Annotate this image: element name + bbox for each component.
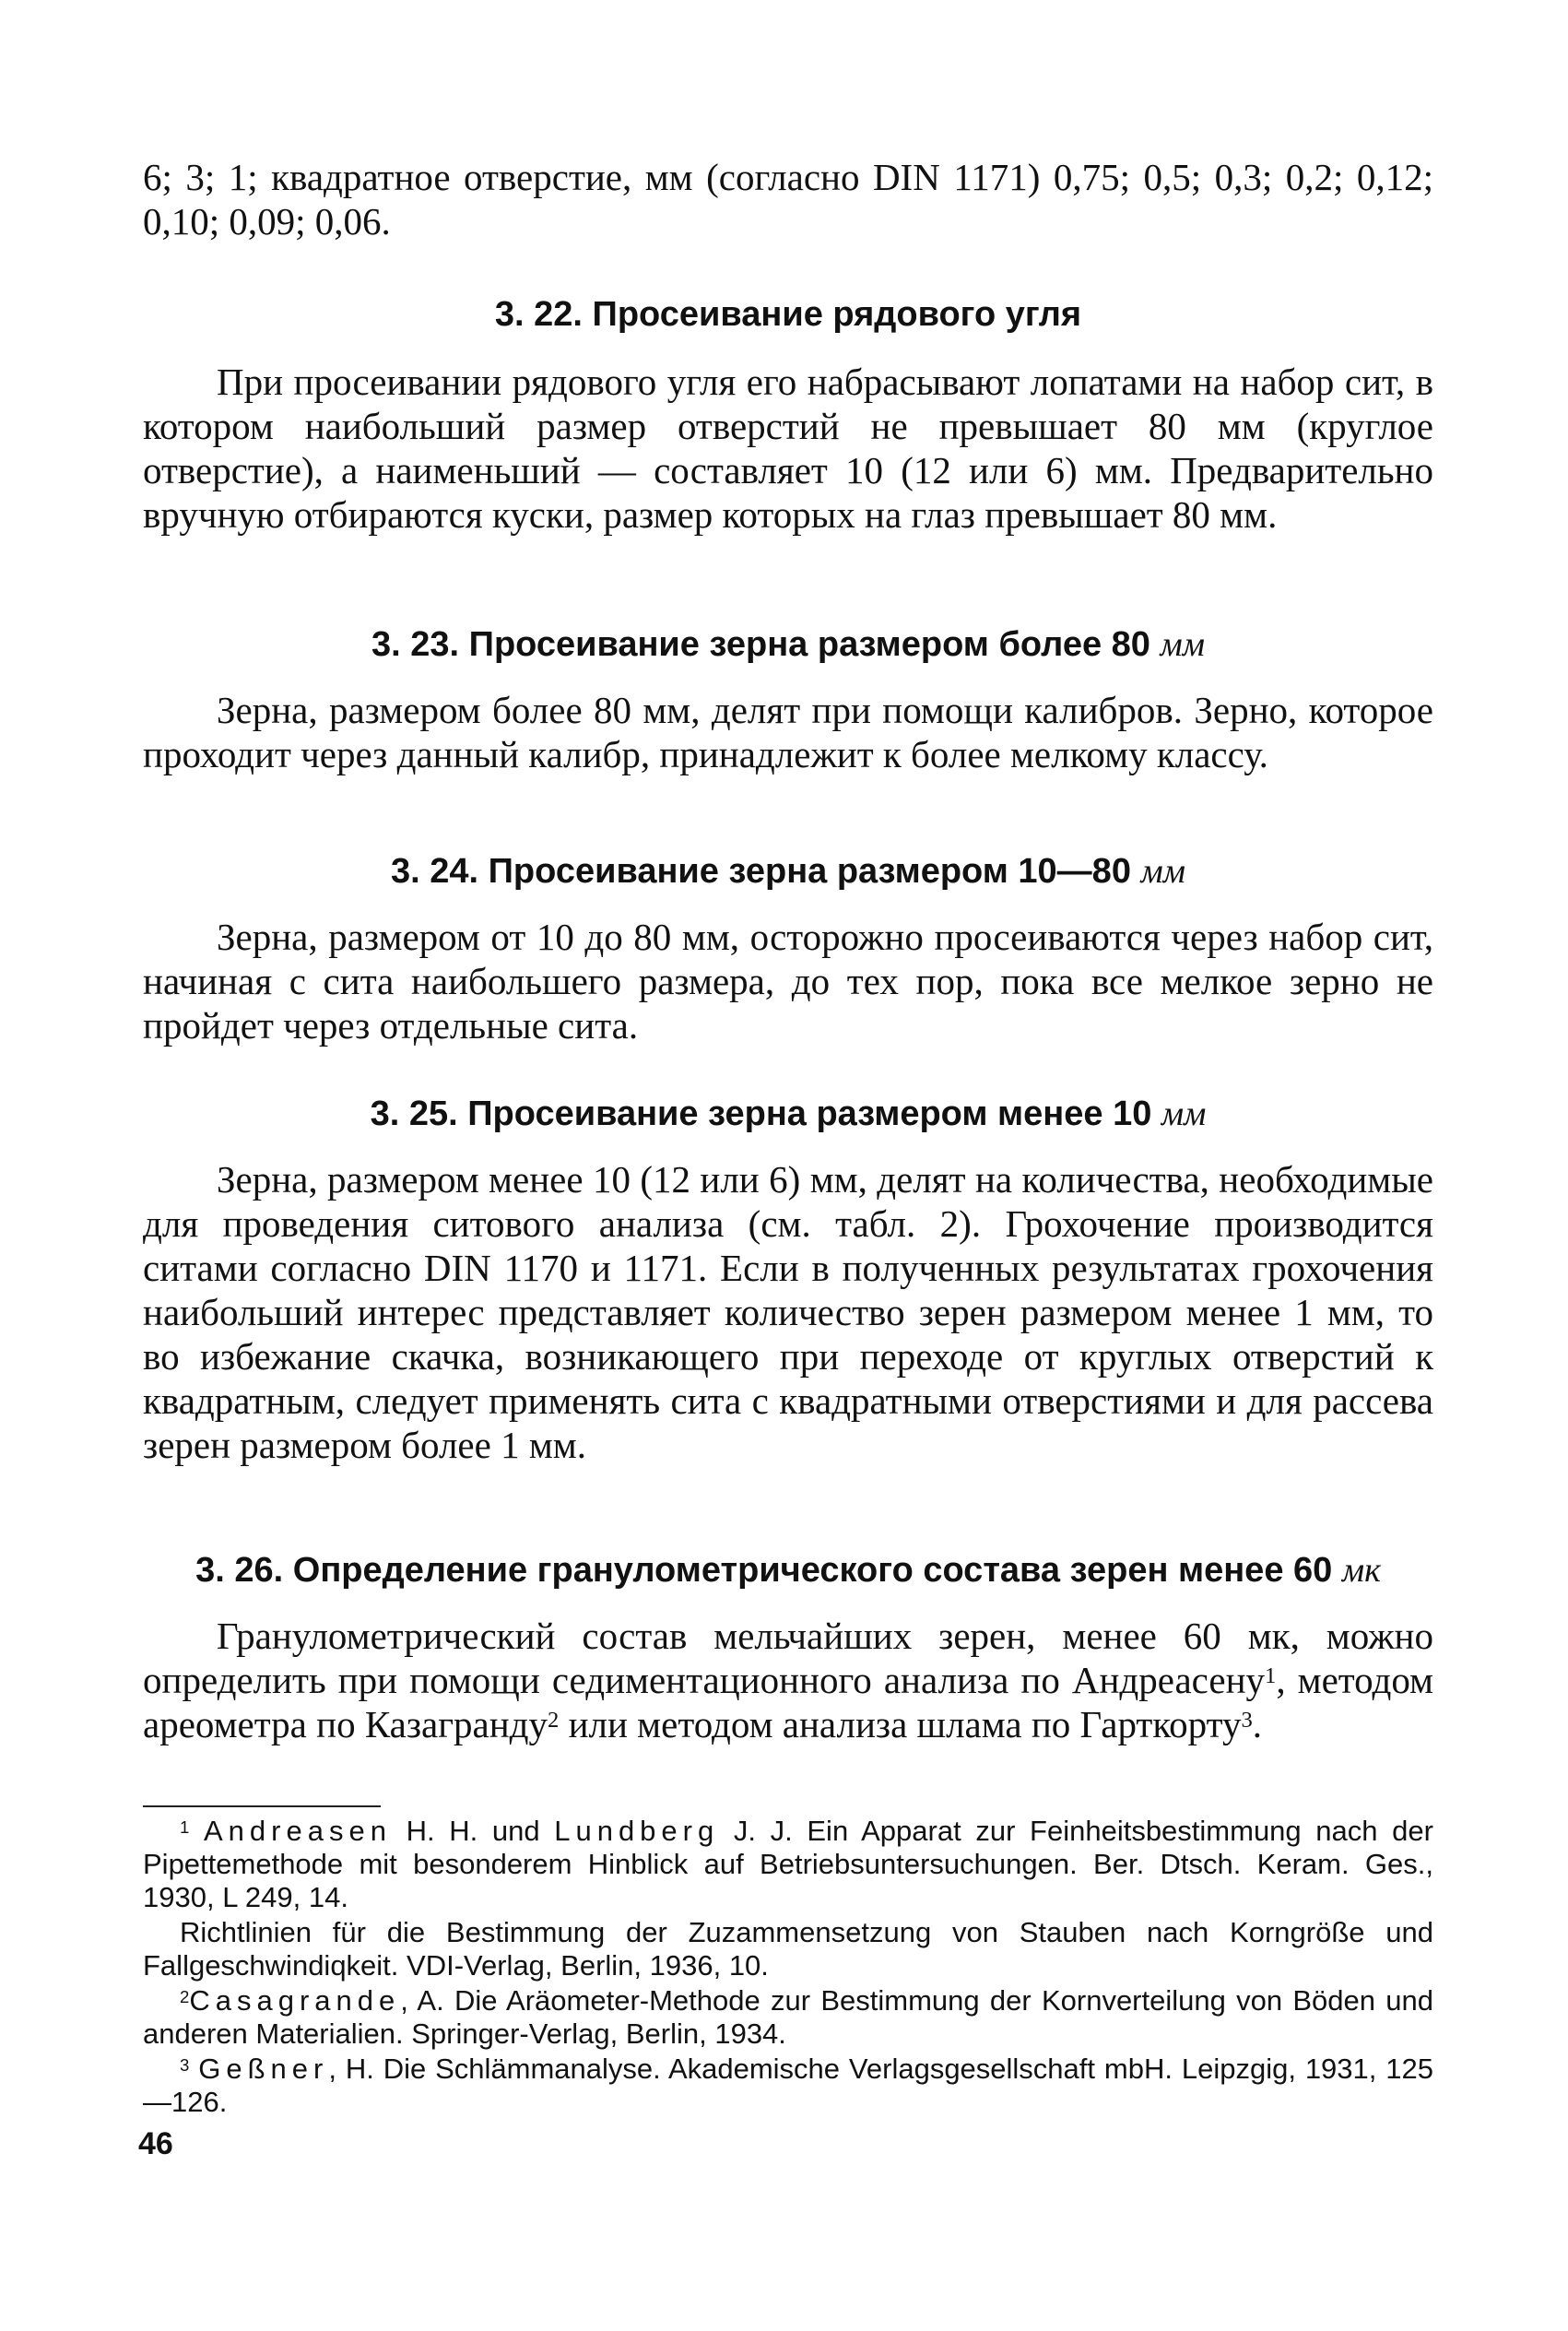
footnote-author: Geßner: [198, 2053, 329, 2085]
section-title: Просеивание зерна размером 10—80: [488, 852, 1131, 891]
footnote-ref[interactable]: 1: [1265, 1663, 1277, 1688]
page-number: 46: [138, 2126, 173, 2161]
section-title-unit: мм: [1161, 1095, 1207, 1133]
footnote-3: [143, 2053, 1433, 2119]
footnote-author: Lundberg: [554, 1815, 720, 1847]
section-number: 3. 22.: [494, 295, 583, 334]
footnote-marker: 1: [180, 1817, 190, 1837]
footnote-text: , H. Die Schlämmanalyse. Akademische Verlagsgesellschaft mbH. Leipzgig, 1931, 125—126.: [143, 2053, 1433, 2118]
section-number: 3. 25.: [370, 1095, 458, 1133]
footnote-text: J. J. Ein Apparat zur Feinheitsbestimmung nach der Pipettemethode mit besonderem Hinblick auf Betriebsuntersuchungen. Ber. Dtsch. Keram. Ges., 1930, L 249, 14.: [143, 1815, 1433, 1913]
footnote-ref[interactable]: 2: [548, 1708, 560, 1733]
section-heading: [143, 623, 1433, 666]
section-3-23: [143, 623, 1433, 776]
section-title: Просеивание зерна размером более 80: [468, 625, 1150, 664]
footnote-author: Casagrande: [189, 1984, 401, 2017]
section-title: Определение гранулометрического состава зерен менее 60: [292, 1551, 1333, 1590]
section-number: 3. 24.: [390, 852, 479, 891]
section-heading: [143, 293, 1433, 336]
footnote-ref[interactable]: 3: [1241, 1708, 1253, 1733]
intro-paragraph: 6; 3; 1; квадратное отверстие, мм (согласно DIN 1171) 0,75; 0,5; 0,3; 0,2; 0,12; 0,10; 0,09; 0,06.: [143, 156, 1433, 243]
footnote-marker: 3: [180, 2055, 190, 2075]
body-part: Гранулометрический состав мельчайших зерен, менее 60 мк, можно определить при помощи седиментационного анализа по Андреасену: [143, 1615, 1433, 1701]
intro-block: [143, 155, 1433, 243]
footnote-divider: [143, 1805, 381, 1807]
section-title-unit: мм: [1140, 852, 1186, 891]
section-number: 3. 23.: [371, 625, 460, 664]
section-3-25: [143, 1093, 1433, 1467]
footnote-2: [143, 1984, 1433, 2051]
section-title: Просеивание рядового угля: [592, 295, 1082, 334]
footnote-text: , A. Die Aräometer-Methode zur Bestimmung der Kornverteilung von Böden und anderen Materialien. Springer-Verlag, Berlin, 1934.: [143, 1984, 1433, 2050]
footnote-author: Andreasen: [203, 1815, 392, 1847]
section-body: Зерна, размером менее 10 (12 или 6) мм, делят на количества, необходимые для проведения ситового анализа (см. табл. 2). Грохочение производится ситами согласно DIN 1170 и 1171. Если в полученных результатах грохочения наибольший интерес представляет количество зерен размером менее 1 мм, то во избежание скачка, возникающего при переходе от круглых отверстий к квадратным, следует применять сита с квадратными отверстиями и для рассева зерен размером более 1 мм.: [143, 1158, 1433, 1466]
body-part: , методом ареометра по Казагранду: [143, 1659, 1433, 1745]
section-3-22: [143, 293, 1433, 537]
section-body: При просеивании рядового угля его набрасывают лопатами на набор сит, в котором наибольший размер отверстий не превышает 80 мм (круглое отверстие), а наименьший — составляет 10 (12 или 6) мм. Предварительно вручную отбираются куски, размер которых на глаз превышает 80 мм.: [143, 361, 1433, 536]
section-heading: [143, 850, 1433, 893]
section-body: [143, 1614, 1433, 1746]
section-body: Зерна, размером от 10 до 80 мм, осторожно просеиваются через набор сит, начиная с сита наибольшего размера, до тех пор, пока все мелкое зерно не пройдет через отдельные сита.: [143, 916, 1433, 1047]
body-part: .: [1252, 1703, 1263, 1745]
section-title: Просеивание зерна размером менее 10: [467, 1095, 1152, 1133]
footnote-marker: 2: [180, 1987, 190, 2006]
footnotes: [143, 1815, 1433, 2119]
section-number: 3. 26.: [195, 1551, 284, 1590]
section-heading: [143, 1093, 1433, 1135]
section-title-unit: мк: [1341, 1551, 1381, 1590]
section-3-24: [143, 850, 1433, 1047]
footnote-text: H. H. und: [391, 1815, 555, 1847]
section-heading: [143, 1549, 1433, 1591]
section-body: Зерна, размером более 80 мм, делят при помощи калибров. Зерно, которое проходит через данный калибр, принадлежит к более мелкому классу.: [143, 689, 1433, 775]
section-title-unit: мм: [1160, 625, 1205, 664]
footnote-1b: [143, 1916, 1433, 1982]
footnote-1: [143, 1815, 1433, 1914]
section-3-26: [143, 1549, 1433, 1746]
footnote-text: Richtlinien für die Bestimmung der Zuzammensetzung von Stauben nach Korngröße und Fallgeschwindiqkeit. VDI-Verlag, Berlin, 1936, 10.: [143, 1916, 1433, 1982]
body-part: или методом анализа шлама по Гарткорту: [559, 1703, 1242, 1745]
